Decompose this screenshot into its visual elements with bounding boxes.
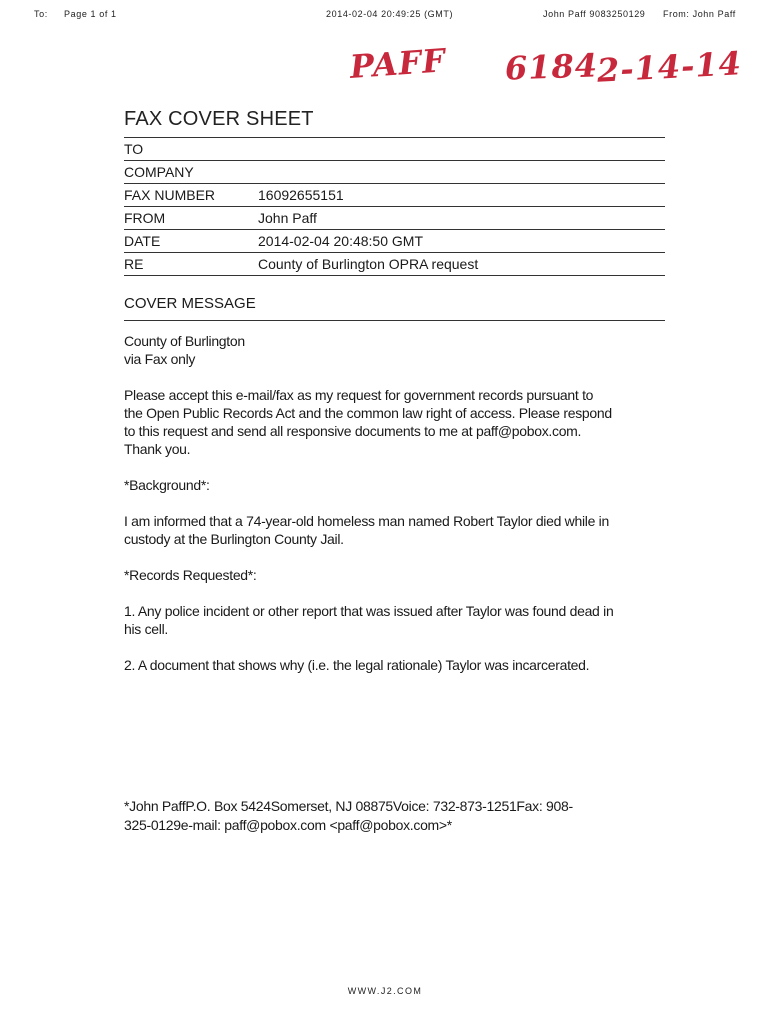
field-value: 16092655151 xyxy=(258,187,344,203)
field-value: John Paff xyxy=(258,210,317,226)
field-row-date xyxy=(124,229,665,252)
signature-block: *John PaffP.O. Box 5424Somerset, NJ 08875Voice: 732-873-1251Fax: 908-325-0129e-mail: paff@pobox.com <paff@pobox.com>* xyxy=(124,798,573,833)
handwritten-number: 6184 xyxy=(504,46,599,88)
handwritten-date: 2-14-14 xyxy=(596,44,743,90)
message-paragraph: *Background*: xyxy=(124,477,210,493)
tx-page-count: Page 1 of 1 xyxy=(64,9,117,19)
handwritten-name: PAFF xyxy=(348,41,448,86)
field-label: RE xyxy=(124,256,144,272)
field-label: COMPANY xyxy=(124,164,194,180)
cover-message-heading: COVER MESSAGE xyxy=(124,295,665,321)
field-label: FROM xyxy=(124,210,166,226)
field-value: County of Burlington OPRA request xyxy=(258,256,479,272)
tx-sender: John Paff 9083250129 xyxy=(543,9,646,19)
message-paragraph: I am informed that a 74-year-old homeless man named Robert Taylor died while in custody at the Burlington County Jail. xyxy=(124,513,609,547)
field-label: DATE xyxy=(124,233,161,249)
fax-fields-table xyxy=(124,137,665,276)
field-row-re xyxy=(124,252,665,276)
message-paragraph: County of Burlington via Fax only xyxy=(124,333,245,367)
tx-to-label: To: xyxy=(34,9,48,19)
watermark: WWW.J2.COM xyxy=(347,986,423,996)
page-title: FAX COVER SHEET xyxy=(124,108,314,130)
tx-from: From: John Paff xyxy=(663,9,736,19)
field-row-fax-number xyxy=(124,183,665,206)
field-value: 2014-02-04 20:48:50 GMT xyxy=(258,233,423,249)
field-row-from xyxy=(124,206,665,229)
message-paragraph: Please accept this e-mail/fax as my request for government records pursuant to the Open Public Records Act and the common law right of access. Please respond to this request and send all responsive documents to me at paff@pobox.com. Thank you. xyxy=(124,387,612,457)
message-paragraph: 2. A document that shows why (i.e. the legal rationale) Taylor was incarcerated. xyxy=(124,657,590,673)
field-row-company xyxy=(124,160,665,183)
cover-message-body xyxy=(124,332,614,692)
field-label: FAX NUMBER xyxy=(124,187,216,203)
field-row-to xyxy=(124,137,665,160)
tx-timestamp: 2014-02-04 20:49:25 (GMT) xyxy=(326,9,454,19)
field-label: TO xyxy=(124,141,144,157)
message-paragraph: 1. Any police incident or other report that was issued after Taylor was found dead in his cell. xyxy=(124,603,614,637)
message-paragraph: *Records Requested*: xyxy=(124,567,257,583)
